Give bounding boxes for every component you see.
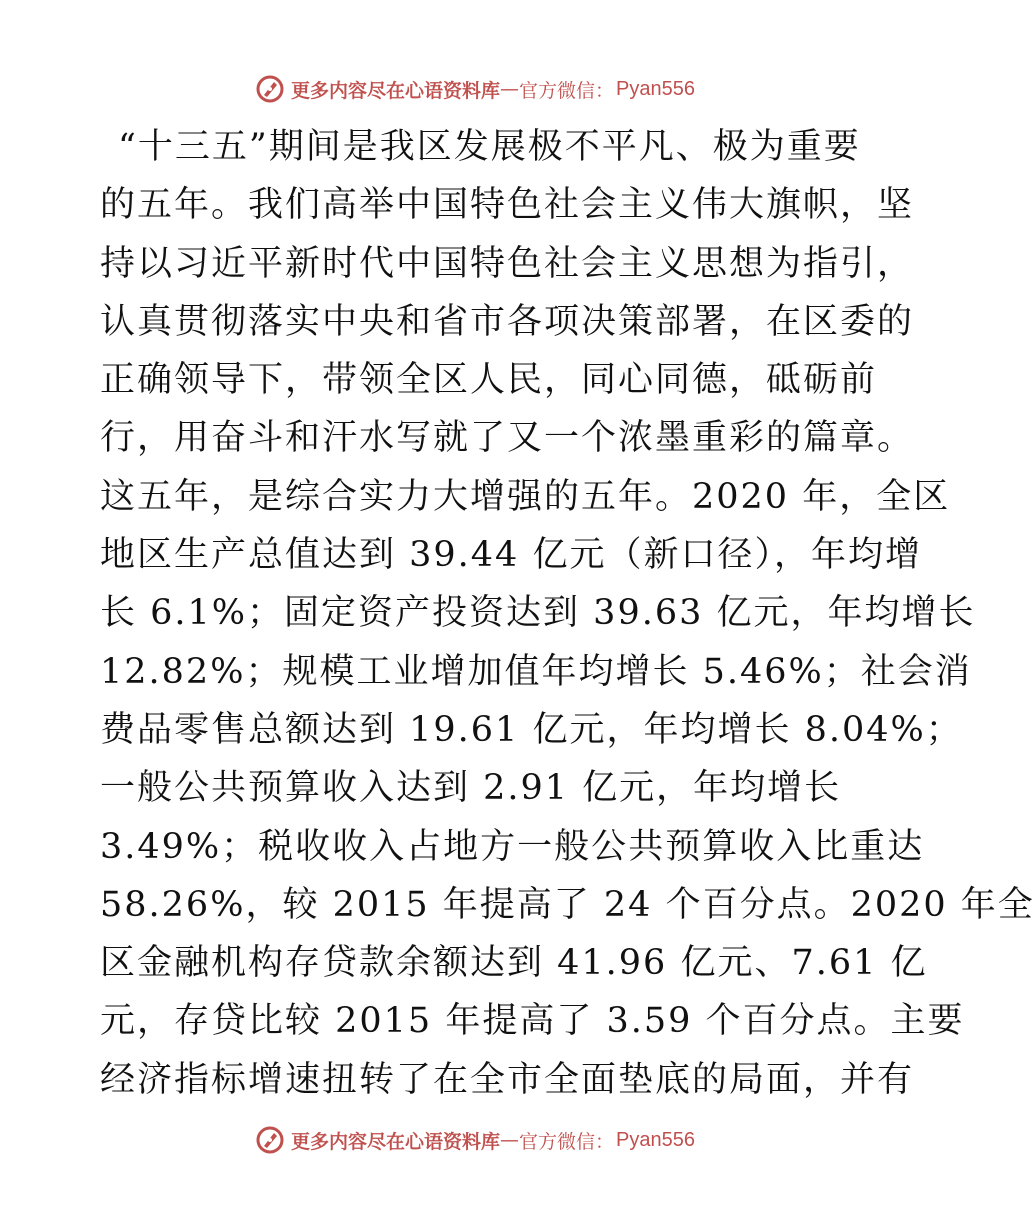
watermark-separator: — [500, 1129, 520, 1151]
text-line: 12.82%；规模工业增加值年均增长 5.46%；社会消 [100, 651, 972, 692]
text-line: 认真贯彻落实中央和省市各项决策部署，在区委的 [100, 301, 915, 342]
footer-watermark [0, 1123, 950, 1157]
watermark-label: 更多内容尽在心语资料库 [291, 1130, 501, 1153]
text-line: 长 6.1%；固定资产投资达到 39.63 亿元，年均增长 [100, 593, 976, 634]
watermark-separator: — [500, 78, 520, 100]
text-line: 58.26%，较 2015 年提高了 24 个百分点。2020 年全 [100, 884, 1035, 925]
text-line: 正确领导下，带领全区人民，同心同德，砥砺前 [100, 360, 878, 401]
text-line: 这五年，是综合实力大增强的五年。2020 年，全区 [100, 476, 951, 517]
watermark-official-label: 官方微信： [519, 79, 615, 102]
watermark-wechat-id: Pyan556 [616, 77, 695, 100]
text-line: 3.49%；税收收入占地方一般公共预算收入比重达 [100, 826, 925, 867]
watermark-official-label: 官方微信： [519, 1130, 615, 1153]
header-watermark [0, 72, 950, 106]
body-paragraph [100, 118, 1035, 1109]
text-line: 区金融机构存贷款余额达到 41.96 亿元、7.61 亿 [100, 943, 928, 984]
text-line: 的五年。我们高举中国特色社会主义伟大旗帜，坚 [100, 185, 915, 226]
text-line: 费品零售总额达到 19.61 亿元，年均增长 8.04%； [100, 709, 963, 750]
pen-nib-circle-icon [255, 1125, 285, 1155]
text-line: 一般公共预算收入达到 2.91 亿元，年均增长 [100, 768, 842, 809]
text-line: 地区生产总值达到 39.44 亿元（新口径），年均增 [100, 535, 922, 576]
watermark-wechat-id: Pyan556 [616, 1128, 695, 1151]
text-line: “十三五”期间是我区发展极不平凡、极为重要 [118, 127, 861, 167]
text-line: 经济指标增速扭转了在全市全面垫底的局面，并有 [100, 1059, 915, 1100]
text-line: 持以习近平新时代中国特色社会主义思想为指引， [100, 243, 915, 284]
watermark-label: 更多内容尽在心语资料库 [291, 79, 501, 102]
pen-nib-circle-icon [255, 74, 285, 104]
text-line: 行，用奋斗和汗水写就了又一个浓墨重彩的篇章。 [100, 418, 915, 459]
text-line: 元，存贷比较 2015 年提高了 3.59 个百分点。主要 [100, 1001, 965, 1042]
